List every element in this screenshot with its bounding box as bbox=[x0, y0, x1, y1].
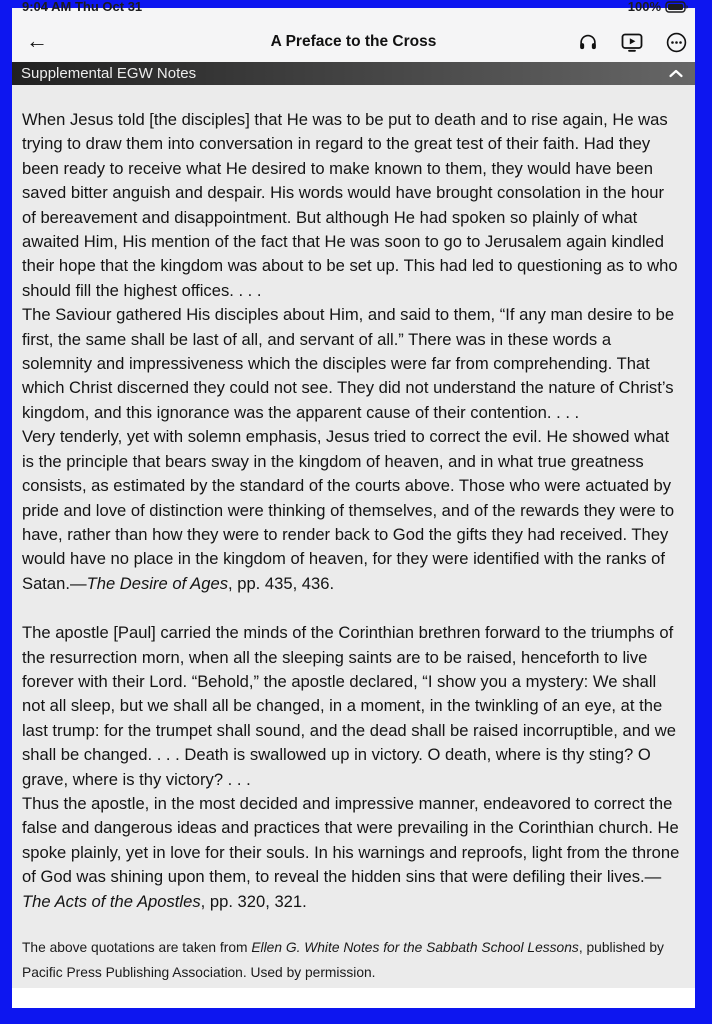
status-bar bbox=[12, 0, 695, 22]
app-header bbox=[12, 22, 695, 62]
page-title: A Preface to the Cross bbox=[270, 33, 437, 50]
header-actions bbox=[577, 22, 687, 62]
attribution-note: The above quotations are taken from Ellen G. White Notes for the Sabbath School Lessons, published by Pacific Press Publishing Association. Used by permission. bbox=[22, 940, 664, 980]
back-button[interactable]: ← bbox=[26, 28, 48, 53]
headphones-icon[interactable] bbox=[577, 30, 599, 54]
section-title: Supplemental EGW Notes bbox=[21, 65, 197, 82]
video-player-icon[interactable] bbox=[621, 30, 643, 54]
note-paragraph: The Saviour gathered His disciples about Him, and said to them, “If any man desire to be first, the same shall be last of all, and servant of all.” There was in these words a solemnity and impressiveness which the disciples were far from comprehending. That which Christ discerned they could not see. They did not understand the nature of Christ’s kingdom, and this ignorance was the apparent cause of their contention. . . . bbox=[22, 305, 675, 422]
note-paragraph: Thus the apostle, in the most decided and impressive manner, endeavored to correct the false and dangerous ideas and practices that were prevailing in the Corinthian church. He spoke plainly, yet in love for their souls. In his warnings and reproofs, light from the throne of God was shining upon them, to reveal the hidden sins that were defiling their lives.—The Acts of the Apostles, pp. 320, 321. bbox=[22, 793, 680, 911]
battery-percent: 100% bbox=[627, 0, 661, 14]
battery-icon bbox=[665, 1, 689, 13]
status-time: 9:04 AM Thu Oct 31 bbox=[22, 0, 143, 14]
note-paragraph: When Jesus told [the disciples] that He was to be put to death and to rise again, He was trying to draw them into conversation in regard to the great test of their faith. Had they been ready to receive what He desired to make known to them, they would have been saved bitter anguish and despair. His words would have brought consolation in the hour of bereavement and disappointment. But although He had spoken so plainly of what awaited Him, His mention of the fact that He was soon to go to Jerusalem again kindled their hope that the kingdom was about to be set up. This had led to questioning as to who should fill the highest offices. . . . bbox=[22, 110, 678, 300]
section-header-egw-notes[interactable] bbox=[12, 62, 695, 85]
bottom-spacer bbox=[12, 988, 695, 1008]
chevron-up-icon[interactable] bbox=[669, 69, 683, 78]
notes-content[interactable] bbox=[12, 85, 695, 988]
app-window bbox=[12, 0, 695, 1008]
notes-body bbox=[22, 108, 682, 914]
more-options-icon[interactable] bbox=[665, 30, 687, 54]
note-paragraph: The apostle [Paul] carried the minds of the Corinthian brethren forward to the triumphs of the resurrection morn, when all the sleeping saints are to be raised, henceforth to live forever with their Lord. “Behold,” the apostle declared, “I show you a mystery: We shall not all sleep, but we shall all be changed, in a moment, in the twinkling of an eye, at the last trump: for the trumpet shall sound, and the dead shall be raised incorruptible, and we shall be changed. . . . Death is swallowed up in victory. O death, where is thy sting? O grave, where is thy victory? . . . bbox=[22, 623, 676, 789]
note-paragraph: Very tenderly, yet with solemn emphasis, Jesus tried to correct the evil. He showed what is the principle that bears sway in the kingdom of heaven, and in what true greatness consists, as estimated by the standard of the courts above. Those who were actuated by pride and love of distinction were thinking of themselves, and of the rewards they were to have, rather than how they were to render back to God the gifts they had received. They would have no place in the kingdom of heaven, for they were identified with the ranks of Satan.—The Desire of Ages, pp. 435, 436. bbox=[22, 427, 675, 593]
